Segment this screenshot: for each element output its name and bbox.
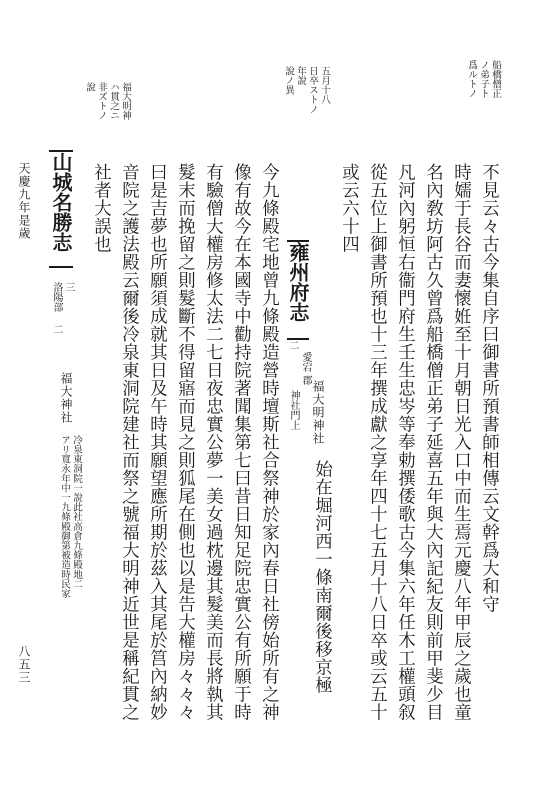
text-column: 名內敎坊阿古久曾爲船橋僧正弟子延喜五年與大內記紀友則前甲斐少目: [422, 163, 443, 721]
note-line: 非ズトノ: [96, 82, 107, 121]
subtitle-line: 愛宕: [300, 352, 311, 372]
source-title: 山城名勝志: [49, 152, 73, 252]
note-line: アリ寬永年中一九條殿御第被造時民家: [59, 435, 70, 599]
subtitle-line: 二: [287, 340, 298, 350]
note-line: 說: [84, 82, 95, 92]
note-line: 冷泉東洞院一說此社高倉九條殿地二: [71, 435, 82, 589]
source-title: 雍州府志: [286, 242, 310, 322]
running-head: 天慶九年是歲: [17, 162, 31, 240]
subtitle-line: 三: [63, 282, 74, 292]
top-note-3: [84, 82, 130, 120]
text-column: 音院之護法殿云爾後冷泉東洞院建社而祭之號福大明神近世是稱紀貫之: [118, 163, 139, 721]
note-line: 福大明神: [120, 82, 131, 121]
text-column: 像有故今在本國寺中勸持院著聞集第七曰昔日知足院忠實公有所願于時: [230, 163, 251, 721]
subtitle-line: 神社門上: [288, 390, 299, 430]
note-line: ハ貫之ニ: [108, 82, 119, 121]
note-line: 日卒ストノ: [307, 66, 318, 114]
text-column: 今九條殿宅地曾九條殿造營時壇斯社合祭神於家內春日社傍始所有之神: [258, 163, 279, 721]
text-column: 凡河內躬恒右衞門府生壬生忠岑等奉勅撰倭歌古今集六年任木工權頭叙: [394, 163, 415, 721]
text-column: 始在堀河西一條南爾後移京極: [311, 460, 332, 694]
subtitle-line: 洛陽部: [51, 282, 62, 312]
text-column: 時嬬于長谷而妻懷姙至十月朝日光入口中而生焉元慶八年甲辰之歲也童: [450, 163, 471, 721]
note-line: 五月十八: [319, 66, 330, 105]
note-line: ノ弟子ト: [478, 60, 489, 99]
note-line: 爲ルトノ: [466, 60, 477, 99]
text-column: 從五位上御書所預也十三年撰成獻之享年四十七五月十八日卒或云五十: [366, 163, 387, 721]
page-number: 八五三: [17, 645, 31, 684]
note-line: 說ノ異: [283, 66, 294, 95]
text-column: 有驗僧大權房修太法二七日夜忠實公夢一美女過枕邊其髮美而長將執其: [202, 163, 223, 721]
text-column: 社者大誤也: [90, 163, 111, 253]
subtitle-line: 郡: [300, 375, 311, 385]
source-subtitle: [287, 340, 298, 350]
text-column: 或云六十四: [338, 163, 359, 253]
text-column: 髮末而挽留之則髮斷不得留寤而見之則狐尾在側也以是告大權房々々々: [174, 163, 195, 721]
shrine-title: 福大神社: [59, 372, 73, 424]
shrine-title: 福大明神社: [311, 380, 325, 445]
text-column: 不見云々古今集自序曰御書所預書師相傳云文幹爲大和守: [478, 163, 499, 613]
note-line: 船橋僧正: [490, 60, 501, 99]
top-note-2: [283, 66, 329, 114]
top-note-1: [466, 60, 500, 98]
note-line: 年說: [295, 66, 306, 86]
text-column: 曰是吉夢也所願須成就其日及午時其願望應所期於茲入其尾於筥內納妙: [146, 163, 167, 721]
subtitle-line: 二: [51, 324, 62, 334]
